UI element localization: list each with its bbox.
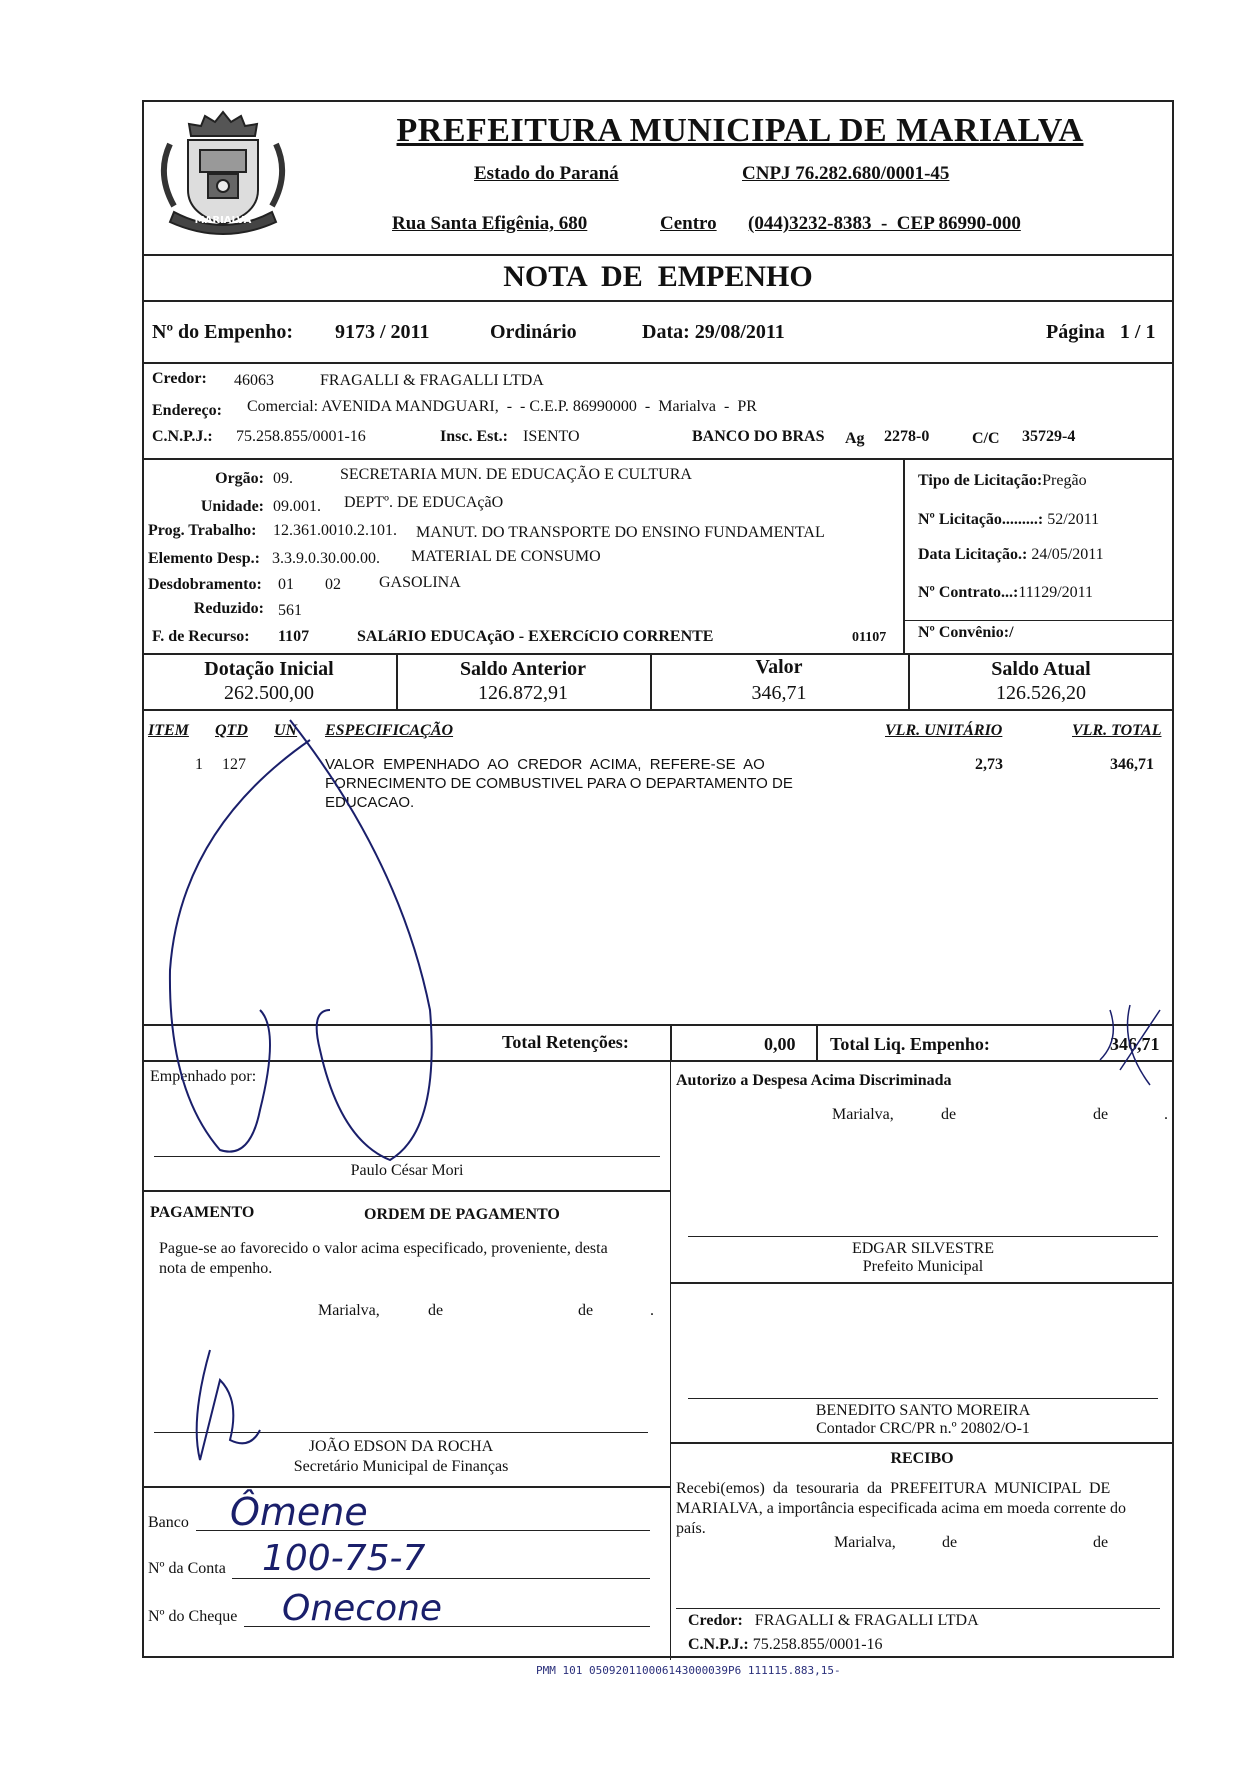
elemento-name: MATERIAL DE CONSUMO (411, 548, 601, 565)
orgao-label: Orgão: (215, 470, 264, 487)
cnpj-label: CNPJ 76.282.680/0001-45 (742, 163, 950, 184)
elemento-code: 3.3.9.0.30.00.00. (272, 550, 380, 567)
account-label: C/C (972, 430, 1000, 447)
insc-label: Insc. Est.: (440, 428, 509, 445)
col-especificacao: ESPECIFICAÇÃO (325, 722, 454, 739)
conta-handwritten: 100-75-7 (262, 1538, 426, 1579)
conta-label: Nº da Conta (148, 1560, 226, 1577)
recibo-text-2: MARIALVA, a importância especificada acima em moeda corrente do (676, 1500, 1127, 1517)
prog-name: MANUT. DO TRANSPORTE DO ENSINO FUNDAMENTAL (416, 524, 825, 541)
recibo-de2: de (1093, 1534, 1109, 1551)
cnpj-field-label: C.N.P.J.: (152, 428, 213, 445)
liq-empenho-value: 346,71 (1110, 1034, 1160, 1054)
valor-label: Valor (755, 656, 803, 678)
recibo-de1: de (942, 1534, 958, 1551)
recibo-credor-label: Credor: (688, 1612, 743, 1629)
empenhado-por-label: Empenhado por: (150, 1068, 257, 1085)
street-label: Rua Santa Efigênia, 680 (392, 213, 588, 234)
item-spec-line3: EDUCACAO. (325, 794, 415, 811)
prog-code: 12.361.0010.2.101. (273, 522, 397, 539)
col-un: UN (274, 722, 298, 739)
prog-label: Prog. Trabalho: (148, 522, 257, 539)
pagamento-de1: de (428, 1302, 444, 1319)
agency-label: Ag (845, 430, 865, 447)
pagamento-text-1: Pague-se ao favorecido o valor acima especificado, proveniente, desta (159, 1240, 608, 1257)
banco-handwritten: Ômene (230, 1490, 368, 1534)
empenhado-por-name: Paulo César Mori (350, 1162, 464, 1179)
elemento-label: Elemento Desp.: (148, 550, 260, 567)
address-value: Comercial: AVENIDA MANDGUARI, - - C.E.P. 86990000 - Marialva - PR (247, 398, 757, 415)
pagamento-label: PAGAMENTO (150, 1204, 255, 1221)
unidade-code: 09.001. (273, 498, 321, 515)
saldo-anterior-value: 126.872,91 (478, 682, 568, 704)
col-qtd: QTD (215, 722, 248, 739)
licitacao-date-label: Data Licitação.: (918, 546, 1028, 563)
autorizo-de1: de (941, 1106, 957, 1123)
item-qtd: 127 (222, 756, 246, 773)
item-unit-value: 2,73 (975, 756, 1003, 773)
contrato-value: 11129/2011 (1018, 584, 1094, 601)
item-number: 1 (195, 756, 203, 773)
page-number: Página 1 / 1 (1046, 321, 1156, 343)
contador-role: Contador CRC/PR n.º 20802/O-1 (816, 1420, 1030, 1437)
col-unit-value: VLR. UNITÁRIO (885, 722, 1003, 739)
secretario-name: JOÃO EDSON DA ROCHA (308, 1438, 494, 1455)
liq-empenho-label: Total Liq. Empenho: (830, 1034, 990, 1054)
footer-code: PMM 101 050920110006143000039P6 111115.883,15- (536, 1664, 841, 1677)
banco-label: Banco (148, 1514, 189, 1531)
unidade-label: Unidade: (200, 498, 264, 515)
reduzido-label: Reduzido: (193, 600, 264, 617)
reduzido-value: 561 (278, 602, 302, 619)
empenho-type: Ordinário (490, 321, 577, 343)
tipo-licitacao-value: Pregão (1042, 472, 1087, 489)
tipo-licitacao-label: Tipo de Licitação: (918, 472, 1043, 489)
prefeito-role: Prefeito Municipal (862, 1258, 984, 1275)
pagamento-text-2: nota de empenho. (159, 1260, 273, 1277)
account-value: 35729-4 (1022, 428, 1076, 445)
phone-cep-label: (044)3232-8383 - CEP 86990-000 (748, 213, 1021, 234)
orgao-code: 09. (273, 470, 293, 487)
item-spec-line1: VALOR EMPENHADO AO CREDOR ACIMA, REFERE-SE AO (325, 756, 765, 773)
pagamento-dot: . (650, 1302, 654, 1319)
recurso-label: F. de Recurso: (152, 628, 250, 645)
page-title: PREFEITURA MUNICIPAL DE MARIALVA (396, 112, 1084, 149)
recibo-credor: FRAGALLI & FRAGALLI LTDA (754, 1612, 979, 1629)
desdobramento-name: GASOLINA (379, 574, 461, 591)
recurso-number: 01107 (852, 630, 887, 645)
bank-name: BANCO DO BRAS (692, 428, 825, 445)
desdobramento-label: Desdobramento: (148, 576, 262, 593)
recibo-cnpj-label: C.N.P.J.: (688, 1636, 749, 1653)
desdobramento-a: 01 (278, 576, 294, 593)
col-item: ITEM (148, 722, 189, 739)
recibo-text-1: Recebi(emos) da tesouraria da PREFEITURA MUNICIPAL DE (676, 1480, 1111, 1497)
crest-text: MARIALVA (194, 215, 252, 226)
autorizo-place: Marialva, (832, 1106, 894, 1123)
autorizo-de2: de (1093, 1106, 1109, 1123)
document-title: NOTA DE EMPENHO (503, 260, 813, 293)
contrato-label: Nº Contrato...: (918, 584, 1019, 601)
recibo-place: Marialva, (834, 1534, 896, 1551)
valor-value: 346,71 (751, 682, 807, 704)
empenho-number: 9173 / 2011 (335, 321, 430, 343)
agency-value: 2278-0 (884, 428, 930, 445)
licitacao-number: 52/2011 (1047, 511, 1100, 528)
address-label: Endereço: (152, 402, 222, 419)
credor-label: Credor: (152, 370, 207, 387)
ordem-pagamento-label: ORDEM DE PAGAMENTO (364, 1206, 560, 1223)
licitacao-date: 24/05/2011 (1031, 546, 1104, 563)
item-total-value: 346,71 (1110, 756, 1154, 773)
contador-name: BENEDITO SANTO MOREIRA (815, 1402, 1031, 1419)
autorizo-dot: . (1164, 1106, 1168, 1123)
dotacao-label: Dotação Inicial (204, 658, 334, 680)
empenho-date: Data: 29/08/2011 (642, 321, 785, 343)
retencoes-value: 0,00 (764, 1034, 796, 1054)
recibo-text-3: país. (676, 1520, 706, 1537)
signature-paulo (140, 710, 460, 1170)
orgao-name: SECRETARIA MUN. DE EDUCAÇÃO E CULTURA (340, 466, 692, 483)
pagamento-place: Marialva, (318, 1302, 380, 1319)
convenio-label: Nº Convênio:/ (918, 624, 1014, 641)
recibo-title: RECIBO (890, 1450, 954, 1467)
pagamento-de2: de (578, 1302, 594, 1319)
signature-liq (1090, 1000, 1170, 1090)
unidade-name: DEPTº. DE EDUCAçãO (344, 494, 504, 511)
credor-name: FRAGALLI & FRAGALLI LTDA (320, 372, 544, 389)
autorizo-label: Autorizo a Despesa Acima Discriminada (676, 1072, 952, 1089)
retencoes-label: Total Retenções: (502, 1032, 629, 1052)
dotacao-value: 262.500,00 (224, 682, 314, 704)
insc-value: ISENTO (523, 428, 580, 445)
cnpj-value: 75.258.855/0001-16 (236, 428, 366, 445)
district-label: Centro (660, 213, 717, 234)
item-spec-line2: FORNECIMENTO DE COMBUSTIVEL PARA O DEPARTAMENTO DE (325, 775, 793, 792)
licitacao-number-label: Nº Licitação.........: (918, 511, 1044, 528)
saldo-atual-value: 126.526,20 (996, 682, 1086, 704)
desdobramento-b: 02 (325, 576, 341, 593)
col-total-value: VLR. TOTAL (1072, 722, 1162, 739)
recibo-cnpj: 75.258.855/0001-16 (752, 1636, 883, 1653)
signature-joao (180, 1340, 280, 1480)
saldo-atual-label: Saldo Atual (991, 658, 1091, 680)
recurso-name: SALáRIO EDUCAçãO - EXERCíCIO CORRENTE (357, 628, 714, 645)
saldo-anterior-label: Saldo Anterior (459, 658, 587, 680)
cheque-label: Nº do Cheque (148, 1608, 238, 1625)
cheque-handwritten: Onecone (282, 1588, 443, 1629)
credor-code: 46063 (234, 372, 274, 389)
empenho-number-label: Nº do Empenho: (152, 321, 294, 343)
prefeito-name: EDGAR SILVESTRE (851, 1240, 995, 1257)
recurso-code: 1107 (278, 628, 310, 645)
state-label: Estado do Paraná (474, 163, 619, 184)
secretario-role: Secretário Municipal de Finanças (293, 1458, 509, 1475)
